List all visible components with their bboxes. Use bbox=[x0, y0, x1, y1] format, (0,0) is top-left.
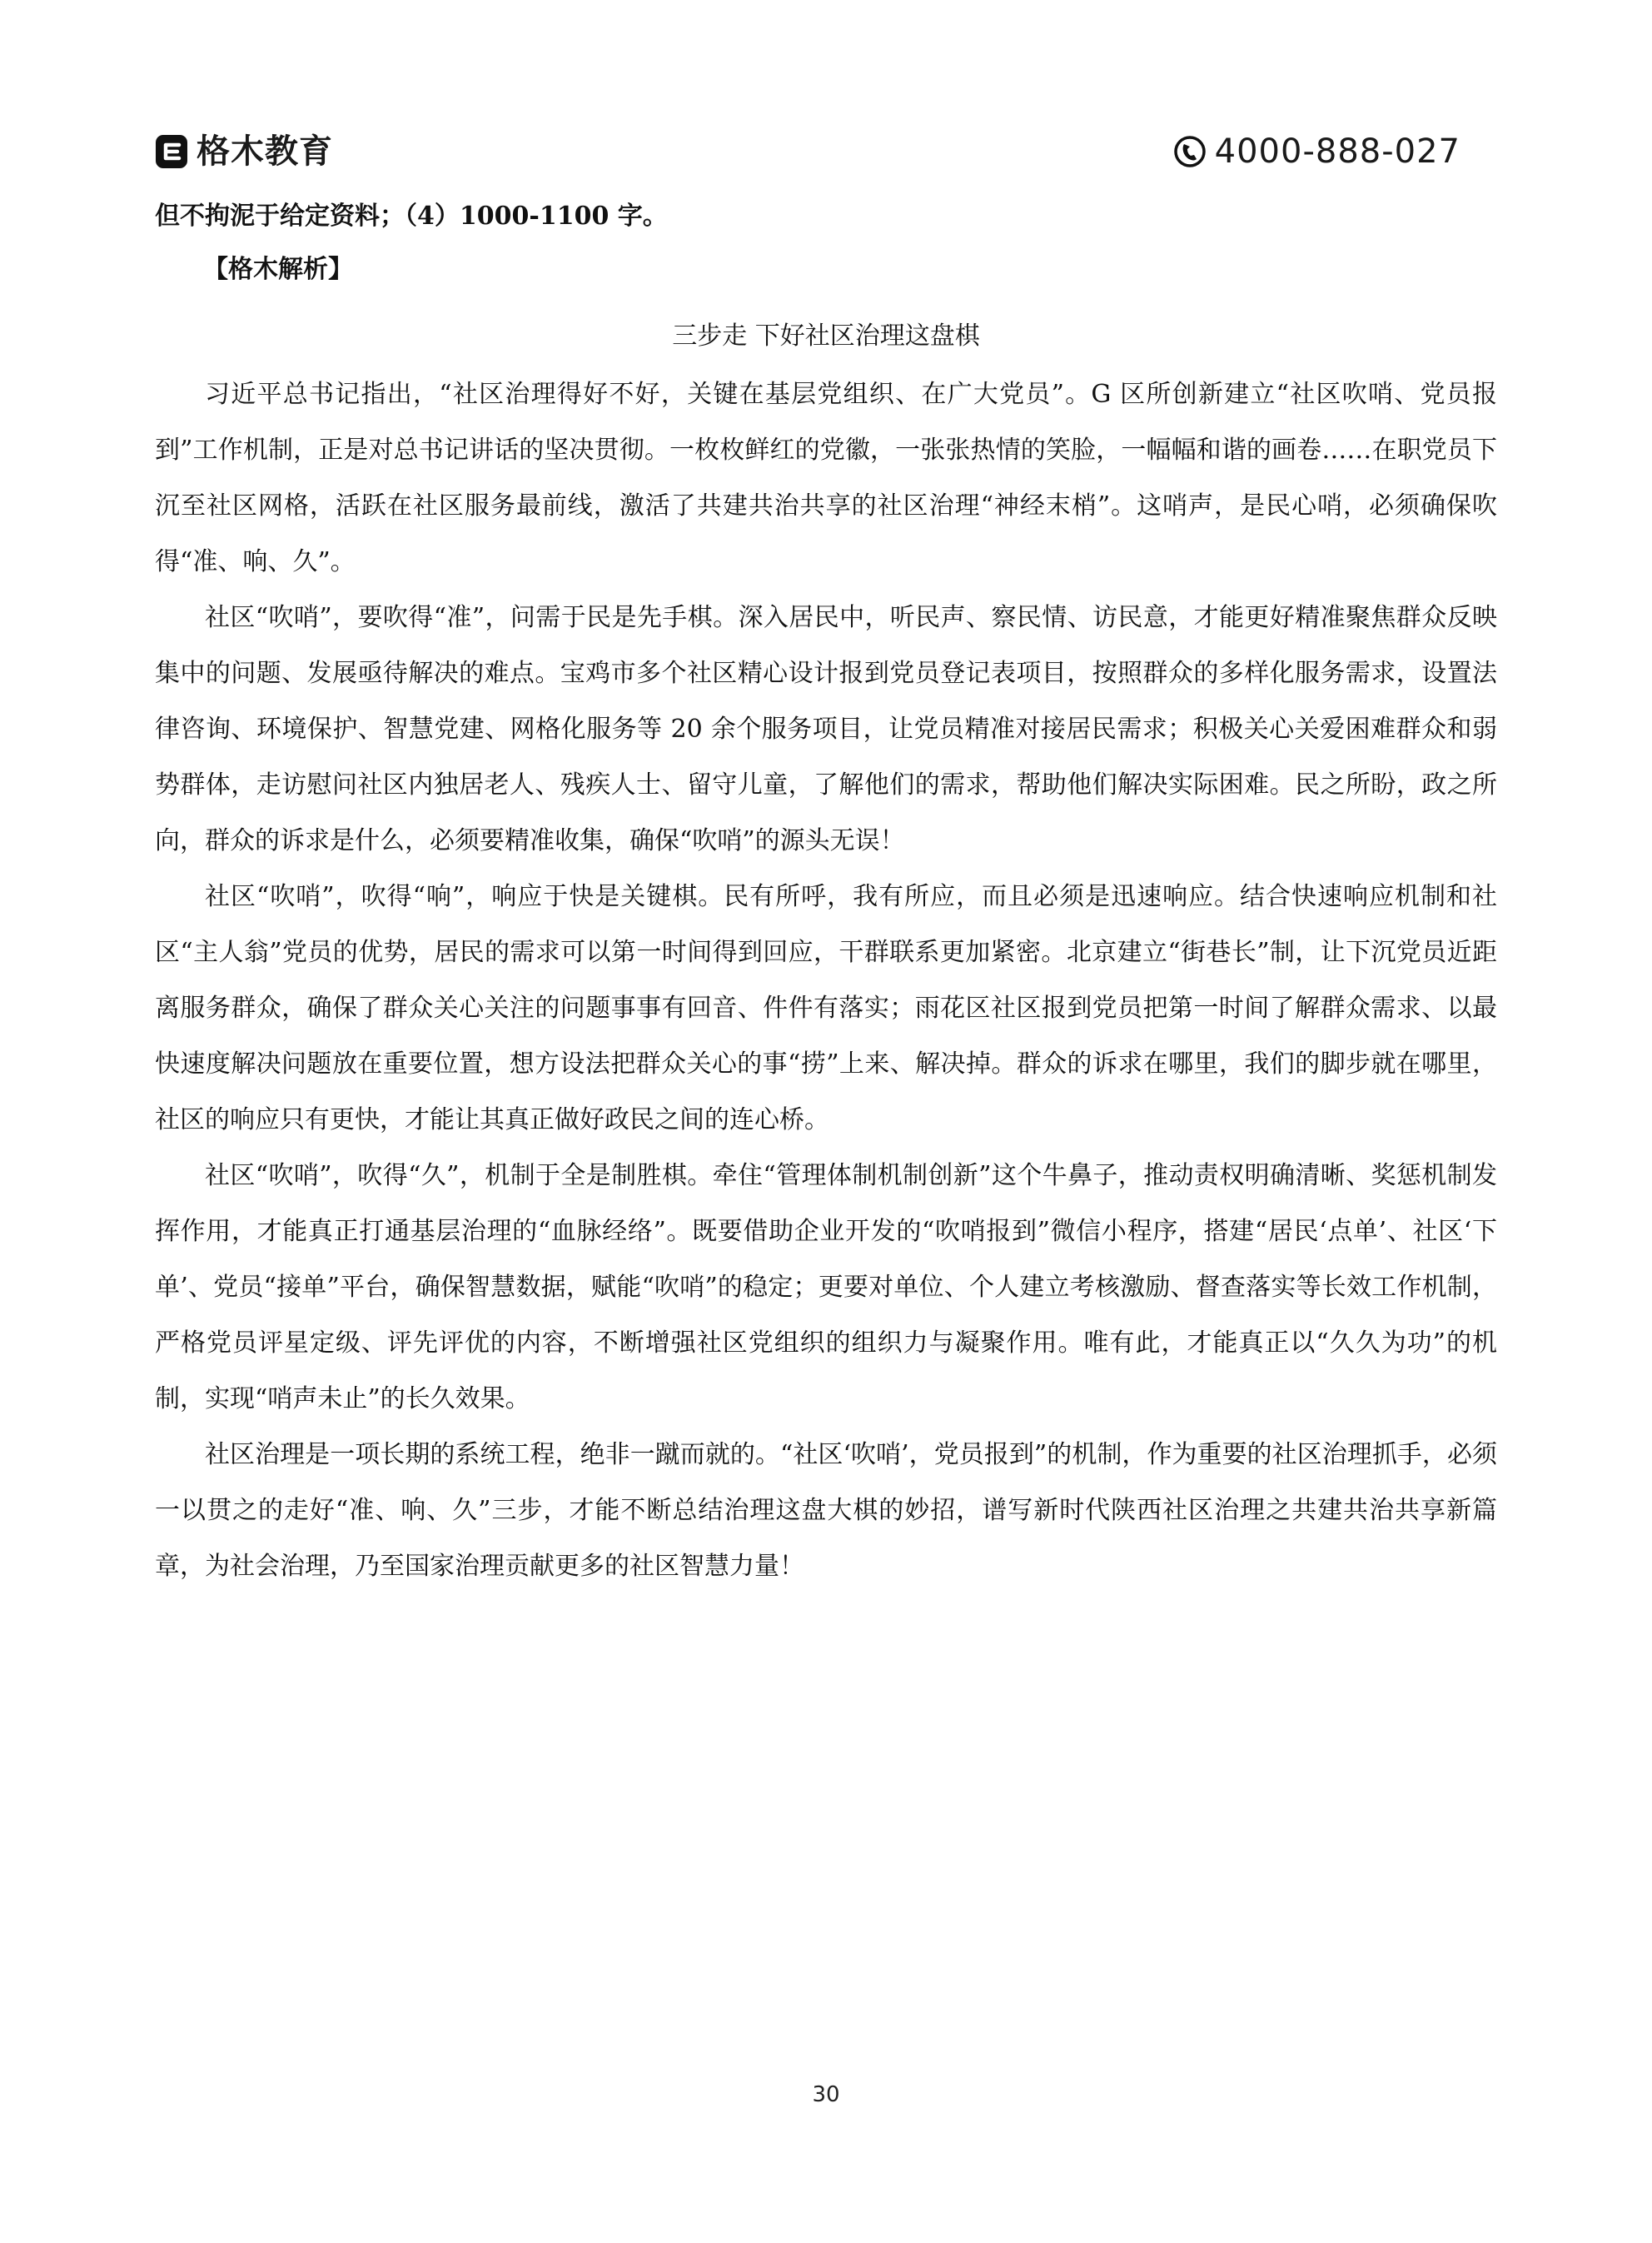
document-body bbox=[155, 192, 1497, 1594]
hotline bbox=[1173, 130, 1460, 173]
page-header bbox=[0, 0, 1652, 192]
essay-title: 三步走 下好社区治理这盘棋 bbox=[672, 321, 980, 351]
page-number: 30 bbox=[812, 2082, 840, 2107]
brand-logo bbox=[155, 130, 333, 173]
brand-e-icon bbox=[155, 133, 188, 170]
essay-paragraph-2: 社区“吹哨”，要吹得“准”，问需于民是先手棋。深入居民中，听民声、察民情、访民意，才能更好精准聚焦群众反映集中的问题、发展亟待解决的难点。宝鸡市多个社区精心设计报到党员登记表项目，按照群众的多样化服务需求，设置法律咨询、环境保护、智慧党建、网格化服务等 20 余个服务项目，让党员精准对接居民需求；积极关心关爱困难群众和弱势群体，走访慰问社区内独居老人、残疾人士、留守儿童，了解他们的需求，帮助他们解决实际困难。民之所盼，政之所向，群众的诉求是什么，必须要精准收集，确保“吹哨”的源头无误！ bbox=[155, 603, 1497, 855]
essay-paragraph-5: 社区治理是一项长期的系统工程，绝非一蹴而就的。“社区‘吹哨’，党员报到”的机制，作为重要的社区治理抓手，必须一以贯之的走好“准、响、久”三步，才能不断总结治理这盘大棋的妙招，谱写新时代陕西社区治理之共建共治共享新篇章，为社会治理，乃至国家治理贡献更多的社区智慧力量！ bbox=[155, 1440, 1497, 1581]
requirement-text: 但不拘泥于给定资料；（4）1000-1100 字。 bbox=[155, 202, 668, 231]
phone-icon bbox=[1173, 135, 1207, 168]
hotline-number: 4000-888-027 bbox=[1214, 132, 1460, 171]
essay-paragraph-4: 社区“吹哨”，吹得“久”，机制于全是制胜棋。牵住“管理体制机制创新”这个牛鼻子，推动责权明确清晰、奖惩机制发挥作用，才能真正打通基层治理的“血脉经络”。既要借助企业开发的“吹哨报到”微信小程序，搭建“居民‘点单’、社区‘下单’、党员“接单”平台，确保智慧数据，赋能“吹哨”的稳定；更要对单位、个人建立考核激励、督查落实等长效工作机制，严格党员评星定级、评先评优的内容，不断增强社区党组织的组织力与凝聚作用。唯有此，才能真正以“久久为功”的机制，实现“哨声未止”的长久效果。 bbox=[155, 1161, 1497, 1413]
essay-paragraph-3: 社区“吹哨”，吹得“响”，响应于快是关键棋。民有所呼，我有所应，而且必须是迅速响应。结合快速响应机制和社区“主人翁”党员的优势，居民的需求可以第一时间得到回应，干群联系更加紧密。北京建立“街巷长”制，让下沉党员近距离服务群众，确保了群众关心关注的问题事事有回音、件件有落实；雨花区社区报到党员把第一时间了解群众需求、以最快速度解决问题放在重要位置，想方设法把群众关心的事“捞”上来、解决掉。群众的诉求在哪里，我们的脚步就在哪里，社区的响应只有更快，才能让其真正做好政民之间的连心桥。 bbox=[155, 882, 1497, 1134]
brand-name: 格木教育 bbox=[197, 132, 333, 171]
essay-paragraph-1: 习近平总书记指出，“社区治理得好不好，关键在基层党组织、在广大党员”。G 区所创新建立“社区吹哨、党员报到”工作机制，正是对总书记讲话的坚决贯彻。一枚枚鲜红的党徽，一张张热情的笑脸，一幅幅和谐的画卷……在职党员下沉至社区网格，活跃在社区服务最前线，激活了共建共治共享的社区治理“神经末梢”。这哨声，是民心哨，必须确保吹得“准、响、久”。 bbox=[155, 380, 1497, 576]
section-label: 【格木解析】 bbox=[203, 255, 353, 284]
